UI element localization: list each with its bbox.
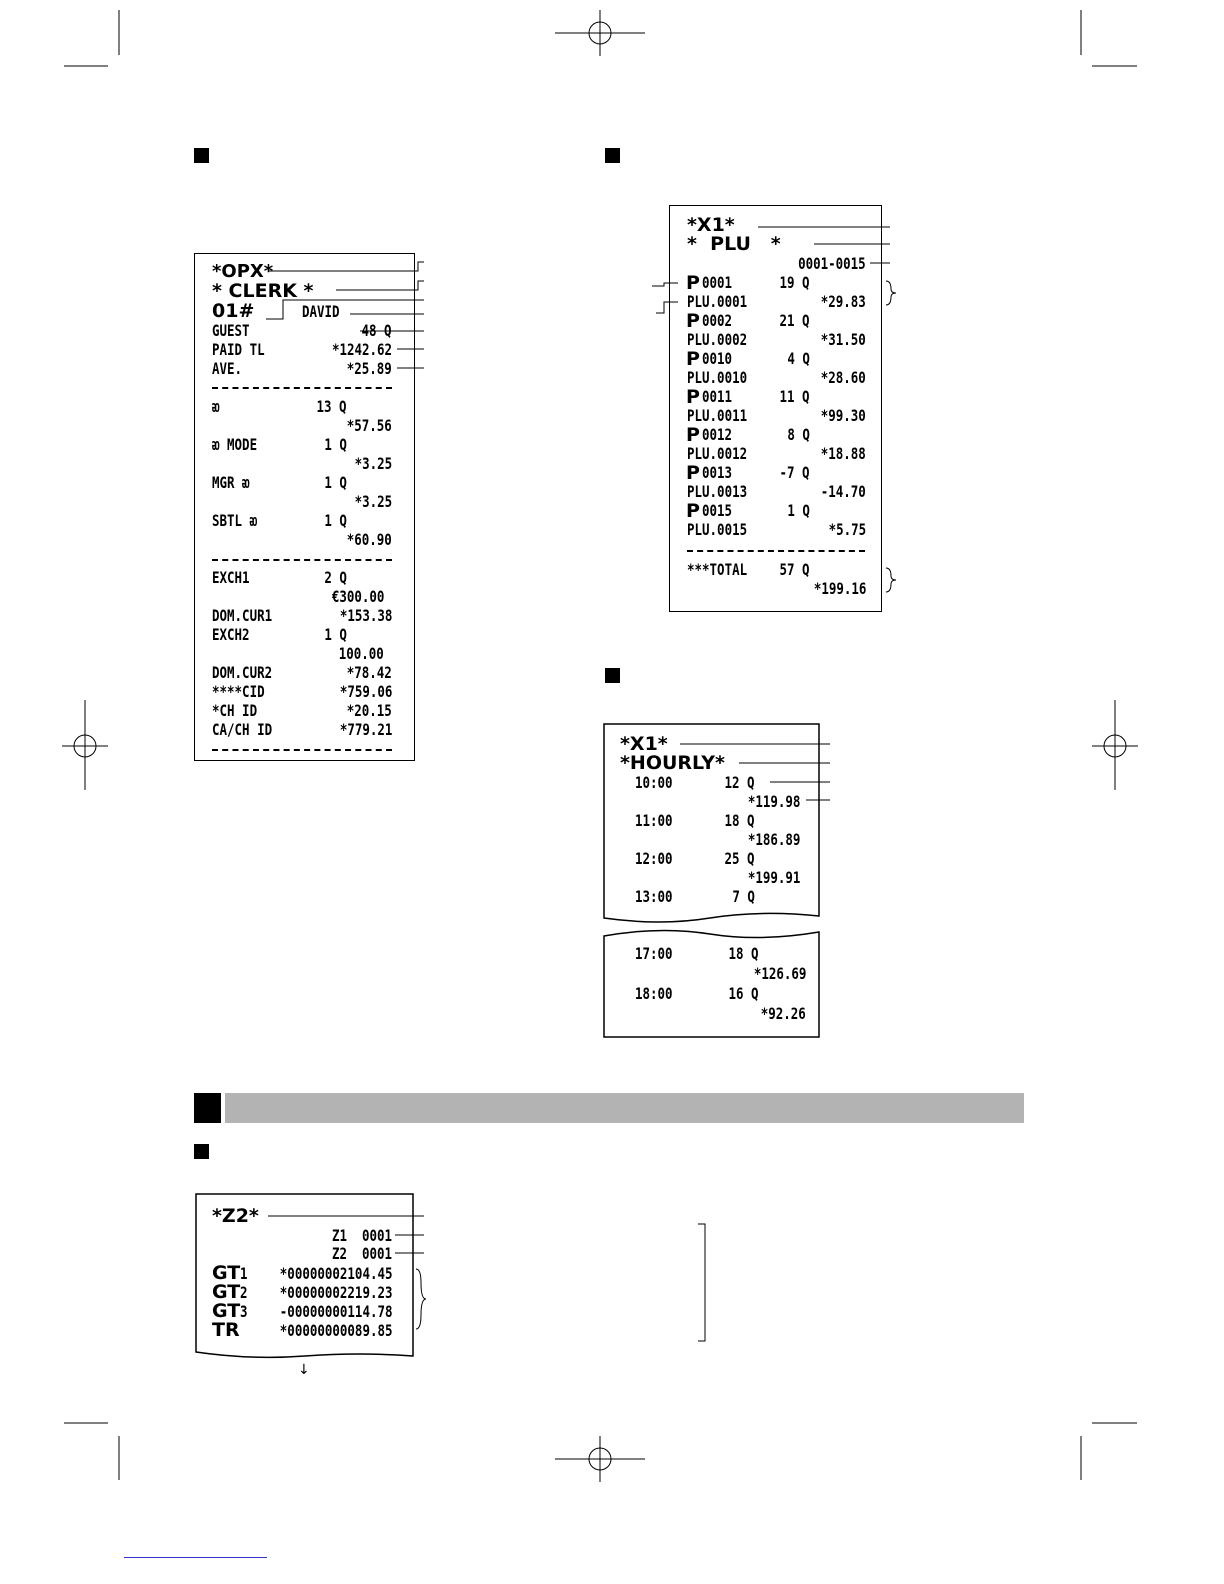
hourly-amount: *186.89	[747, 830, 800, 849]
plu-code: 0002	[702, 311, 733, 330]
exchange-row-value: 2 Q	[324, 568, 347, 587]
hourly-amount: *126.69	[753, 964, 806, 983]
exchange-row-value: *78.42	[346, 663, 392, 682]
total-number: 3	[240, 1302, 248, 1321]
hourly-qty: 12 Q	[724, 773, 755, 792]
clerk-report-header: *OPX*	[212, 261, 274, 282]
plu-name: PLU.0002	[687, 330, 748, 349]
hourly-qty: 18 Q	[728, 944, 759, 963]
hourly-time: 13:00	[635, 887, 673, 906]
footer-link-underline[interactable]	[124, 1557, 267, 1558]
plu-code: 0015	[702, 501, 733, 520]
plu-total-amount: *199.16	[813, 579, 866, 598]
plu-prefix: P	[686, 424, 700, 446]
hourly-report-header: *X1*	[620, 733, 668, 755]
hourly-amount: *92.26	[760, 1004, 806, 1023]
clerk-row-label: AVE.	[212, 359, 243, 378]
exchange-row-label: DOM.CUR2	[212, 663, 273, 682]
z1-counter: Z1 0001	[331, 1226, 392, 1245]
total-value: *00000002104.45	[279, 1264, 392, 1283]
exchange-row-label: ****CID	[212, 682, 265, 701]
total-label: TR	[212, 1319, 240, 1341]
exchange-row-value: *20.15	[346, 701, 392, 720]
plu-report-header: *X1*	[687, 214, 735, 236]
total-number: 2	[240, 1283, 248, 1302]
clerk-row-label: GUEST	[212, 321, 250, 340]
plu-total-qty: 57 Q	[779, 560, 810, 579]
clerk-row-label: PAID TL	[212, 340, 265, 359]
total-value: *00000000089.85	[279, 1321, 392, 1340]
void-row-amount: *57.56	[346, 416, 392, 435]
hourly-time: 12:00	[635, 849, 673, 868]
plu-prefix: P	[686, 310, 700, 332]
void-row-label: SBTL ᴔ	[212, 511, 258, 530]
down-arrow: ↓	[298, 1362, 310, 1378]
plu-prefix: P	[686, 348, 700, 370]
plu-code: 0001	[702, 273, 733, 292]
exchange-row-value: €300.00	[331, 587, 384, 606]
exchange-row-value: *779.21	[339, 720, 392, 739]
hourly-report-title: *HOURLY*	[620, 752, 725, 774]
void-row-qty: 1 Q	[324, 511, 347, 530]
plu-qty: -7 Q	[779, 463, 810, 482]
void-row-qty: 1 Q	[324, 435, 347, 454]
z2-counter: Z2 0001	[331, 1244, 392, 1263]
clerk-row-value: *25.89	[346, 359, 392, 378]
plu-amount: *29.83	[820, 292, 866, 311]
total-value: *00000002219.23	[279, 1283, 392, 1302]
exchange-row-label: DOM.CUR1	[212, 606, 273, 625]
clerk-row-value: 48 Q	[361, 321, 392, 340]
exchange-row-value: 100.00	[338, 644, 384, 663]
z2-report-header: *Z2*	[212, 1205, 259, 1227]
plu-code: 0011	[702, 387, 733, 406]
plu-prefix: P	[686, 272, 700, 294]
clerk-code: 01#	[212, 300, 255, 322]
plu-qty: 4 Q	[787, 349, 810, 368]
plu-name: PLU.0001	[687, 292, 748, 311]
void-row-label: ᴔ MODE	[212, 435, 258, 454]
hourly-qty: 18 Q	[724, 811, 755, 830]
plu-qty: 11 Q	[779, 387, 810, 406]
exchange-row-label: *CH ID	[212, 701, 258, 720]
plu-qty: 1 Q	[787, 501, 810, 520]
plu-total-label: ***TOTAL	[687, 560, 748, 579]
plu-report-title: * PLU *	[687, 233, 781, 255]
hourly-time: 10:00	[635, 773, 673, 792]
hourly-qty: 16 Q	[728, 984, 759, 1003]
plu-amount: *31.50	[820, 330, 866, 349]
plu-amount: *18.88	[820, 444, 866, 463]
hourly-time: 17:00	[635, 944, 673, 963]
exchange-row-value: *153.38	[339, 606, 392, 625]
plu-code: 0010	[702, 349, 733, 368]
hourly-amount: *119.98	[747, 792, 800, 811]
exchange-row-label: EXCH2	[212, 625, 250, 644]
void-row-amount: *60.90	[346, 530, 392, 549]
exchange-row-value: *759.06	[339, 682, 392, 701]
plu-amount: *5.75	[828, 520, 866, 539]
total-number: 1	[240, 1264, 248, 1283]
plu-prefix: P	[686, 386, 700, 408]
void-row-qty: 1 Q	[324, 473, 347, 492]
plu-name: PLU.0010	[687, 368, 748, 387]
plu-prefix: P	[686, 500, 700, 522]
plu-name: PLU.0012	[687, 444, 748, 463]
void-row-amount: *3.25	[354, 492, 392, 511]
total-label: GT	[212, 1281, 241, 1303]
exchange-row-value: 1 Q	[324, 625, 347, 644]
void-row-amount: *3.25	[354, 454, 392, 473]
plu-qty: 19 Q	[779, 273, 810, 292]
plu-name: PLU.0015	[687, 520, 748, 539]
plu-amount: -14.70	[820, 482, 866, 501]
hourly-amount: *199.91	[747, 868, 800, 887]
exchange-row-label: EXCH1	[212, 568, 250, 587]
plu-code: 0012	[702, 425, 733, 444]
void-row-label: ᴔ	[212, 397, 220, 416]
plu-name: PLU.0011	[687, 406, 748, 425]
plu-qty: 8 Q	[787, 425, 810, 444]
plu-amount: *99.30	[820, 406, 866, 425]
hourly-qty: 7 Q	[732, 887, 755, 906]
void-row-qty: 13 Q	[316, 397, 347, 416]
plu-qty: 21 Q	[779, 311, 810, 330]
hourly-time: 11:00	[635, 811, 673, 830]
total-label: GT	[212, 1300, 241, 1322]
void-row-label: MGR ᴔ	[212, 473, 250, 492]
plu-name: PLU.0013	[687, 482, 748, 501]
total-value: -00000000114.78	[279, 1302, 392, 1321]
hourly-qty: 25 Q	[724, 849, 755, 868]
plu-amount: *28.60	[820, 368, 866, 387]
exchange-row-label: CA/CH ID	[212, 720, 273, 739]
hourly-time: 18:00	[635, 984, 673, 1003]
total-label: GT	[212, 1262, 241, 1284]
plu-prefix: P	[686, 462, 700, 484]
clerk-row-value: *1242.62	[331, 340, 392, 359]
clerk-name: DAVID	[302, 302, 340, 321]
plu-code: 0013	[702, 463, 733, 482]
plu-range: 0001-0015	[798, 254, 866, 273]
clerk-report-title: * CLERK *	[212, 280, 314, 302]
